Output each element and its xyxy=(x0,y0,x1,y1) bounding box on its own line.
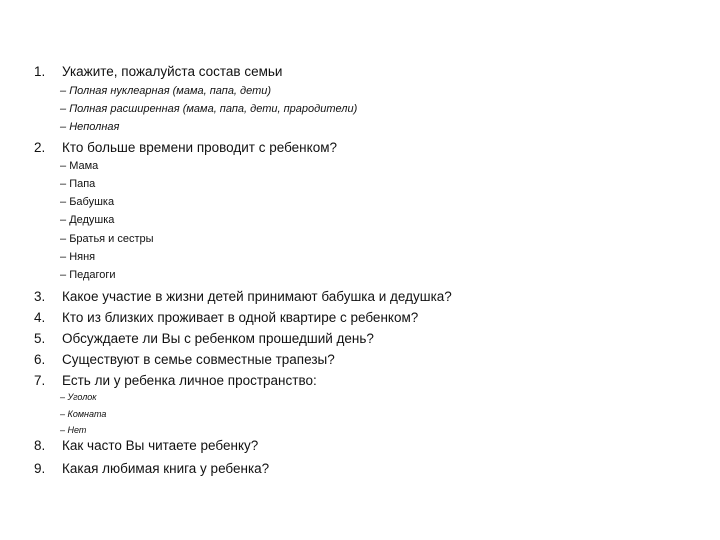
dash-bullet: – xyxy=(60,425,66,435)
item-text: Укажите, пожалуйста состав семьи xyxy=(62,64,283,79)
dash-bullet: – xyxy=(60,196,67,208)
option xyxy=(60,213,114,227)
dash-bullet: – xyxy=(60,178,67,190)
dash-bullet: – xyxy=(60,409,66,419)
item-text: Няня xyxy=(69,251,96,263)
question-5 xyxy=(34,331,374,347)
item-text: Какое участие в жизни детей принимают бабушка и дедушка? xyxy=(62,289,452,304)
question-number: 3. xyxy=(34,289,46,304)
item-text: Неполная xyxy=(69,121,120,133)
item-text: Кто из близких проживает в одной квартире с ребенком? xyxy=(62,310,419,325)
question-number: 5. xyxy=(34,331,46,346)
item-text: Полная нуклеарная (мама, папа, дети) xyxy=(69,85,272,97)
option xyxy=(60,102,357,116)
item-text: Уголок xyxy=(67,392,97,402)
option xyxy=(60,177,95,191)
question-number: 1. xyxy=(34,64,46,79)
option xyxy=(60,195,114,209)
question-number: 9. xyxy=(34,461,46,476)
option xyxy=(60,232,154,246)
option xyxy=(60,250,95,264)
option xyxy=(60,268,116,282)
question-9 xyxy=(34,461,269,477)
item-text: Мама xyxy=(69,160,99,172)
option xyxy=(60,120,119,134)
item-text: Есть ли у ребенка личное пространство: xyxy=(62,373,317,388)
dash-bullet: – xyxy=(60,392,66,402)
item-text: Кто больше времени проводит с ребенком? xyxy=(62,140,337,155)
item-text: Папа xyxy=(69,178,96,190)
option xyxy=(60,408,106,420)
item-text: Бабушка xyxy=(69,196,115,208)
item-text: Как часто Вы читаете ребенку? xyxy=(62,438,259,453)
dash-bullet: – xyxy=(60,214,67,226)
item-text: Какая любимая книга у ребенка? xyxy=(62,461,270,476)
question-7 xyxy=(34,373,317,389)
question-1 xyxy=(34,64,282,80)
question-number: 7. xyxy=(34,373,46,388)
item-text: Полная расширенная (мама, папа, дети, прародители) xyxy=(69,103,358,115)
dash-bullet: – xyxy=(60,103,67,115)
question-3 xyxy=(34,289,452,305)
item-text: Существуют в семье совместные трапезы? xyxy=(62,352,335,367)
question-2 xyxy=(34,140,337,156)
question-6 xyxy=(34,352,335,368)
dash-bullet: – xyxy=(60,233,67,245)
dash-bullet: – xyxy=(60,160,67,172)
question-8 xyxy=(34,438,258,454)
question-number: 6. xyxy=(34,352,46,367)
option xyxy=(60,159,98,173)
option xyxy=(60,84,271,98)
option xyxy=(60,424,86,436)
item-text: Комната xyxy=(67,409,107,419)
question-number: 2. xyxy=(34,140,46,155)
dash-bullet: – xyxy=(60,121,67,133)
dash-bullet: – xyxy=(60,85,67,97)
item-text: Братья и сестры xyxy=(69,233,154,245)
item-text: Педагоги xyxy=(69,269,116,281)
option xyxy=(60,391,97,403)
item-text: Обсуждаете ли Вы с ребенком прошедший день? xyxy=(62,331,374,346)
item-text: Дедушка xyxy=(69,214,115,226)
question-number: 4. xyxy=(34,310,46,325)
dash-bullet: – xyxy=(60,269,67,281)
question-4 xyxy=(34,310,418,326)
dash-bullet: – xyxy=(60,251,67,263)
item-text: Нет xyxy=(67,425,87,435)
question-number: 8. xyxy=(34,438,46,453)
